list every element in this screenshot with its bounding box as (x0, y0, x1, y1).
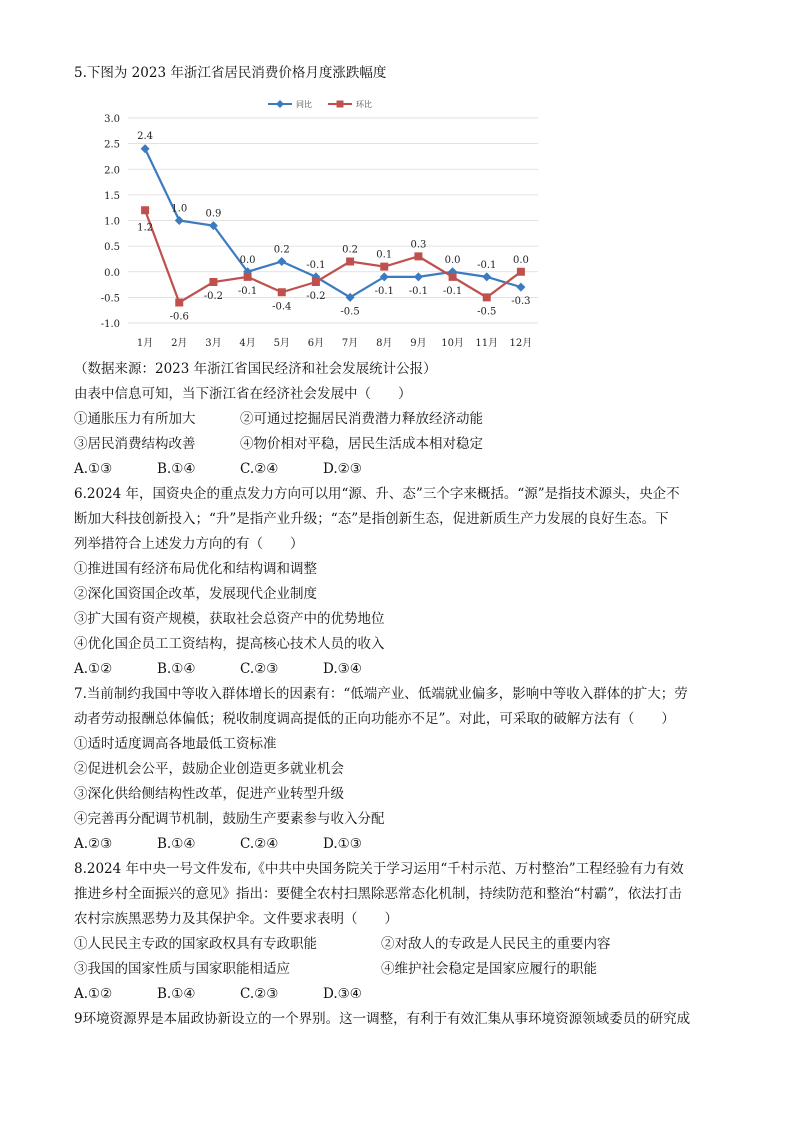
data-label: -0.6 (169, 311, 189, 323)
y-tick-label: 0.0 (104, 267, 120, 279)
data-label: -0.5 (477, 306, 497, 318)
x-tick-label: 2月 (171, 338, 188, 349)
q8-item-4: ④维护社会稳定是国家应履行的职能 (381, 961, 597, 977)
data-point (517, 268, 525, 276)
q8-item-3: ③我国的国家性质与国家职能相适应 (74, 961, 290, 977)
x-tick-label: 10月 (441, 338, 464, 349)
data-label: 1.2 (137, 222, 154, 234)
x-tick-label: 3月 (205, 338, 222, 349)
data-point (277, 257, 286, 266)
data-label: 0.2 (342, 244, 359, 256)
q6-stem-line-2: 断加大科技创新投入；“升”是指产业升级；“态”是指创新生态，促进新质生产力发展的良好生态。下 (74, 511, 669, 527)
q5-choice-a[interactable]: A.①③ (74, 461, 113, 477)
q6-choice-b[interactable]: B.①④ (157, 661, 196, 677)
data-point (449, 273, 457, 281)
q9-stem-line-1: 9环境资源界是本届政协新设立的一个界别。这一调整，有利于有效汇集从事环境资源领域委员的研究成 (74, 1011, 691, 1027)
y-tick-label: 1.0 (104, 216, 120, 228)
legend-marker (337, 101, 344, 108)
q8-choice-d[interactable]: D.③④ (323, 986, 362, 1002)
data-point (175, 299, 183, 307)
data-point (414, 272, 423, 281)
q7-item-1: ①适时适度调高各地最低工资标准 (74, 736, 277, 752)
q6-choice-d[interactable]: D.③④ (323, 661, 362, 677)
y-tick-label: 3.0 (104, 114, 120, 125)
y-tick-label: 2.0 (104, 165, 120, 177)
q8-stem-line-2: 推进乡村全面振兴的意见》指出：要健全农村扫黑除恶常态化机制，持续防范和整治“村霸”，依法打击 (74, 886, 682, 902)
data-label: 1.0 (171, 203, 188, 215)
data-label: 0.2 (273, 244, 290, 256)
x-tick-label: 9月 (410, 338, 427, 349)
data-label: -0.1 (408, 285, 429, 297)
data-point (483, 293, 491, 301)
data-point (244, 273, 252, 281)
q5-choice-d[interactable]: D.②③ (323, 461, 362, 477)
data-point (414, 252, 422, 260)
x-tick-label: 8月 (376, 338, 393, 349)
q5-item-2: ②可通过挖掘居民消费潜力释放经济动能 (240, 411, 483, 427)
q6-choice-c[interactable]: C.②③ (240, 661, 279, 677)
data-point (516, 283, 525, 292)
data-label: -0.1 (374, 285, 394, 297)
x-tick-label: 5月 (273, 338, 290, 349)
q6-item-4: ④优化国企员工工资结构，提高核心技术人员的收入 (74, 636, 385, 652)
q8-choice-c[interactable]: C.②③ (240, 986, 279, 1002)
data-point (380, 263, 388, 271)
data-point (209, 278, 217, 286)
q5-source: （数据来源：2023 年浙江省国民经济和社会发展统计公报） (74, 361, 437, 377)
x-tick-label: 12月 (509, 338, 533, 349)
data-point (175, 216, 184, 225)
data-label: 0.1 (376, 249, 393, 261)
y-tick-label: -1.0 (100, 319, 120, 330)
data-label: 0.0 (512, 254, 529, 266)
data-label: -0.1 (306, 259, 326, 271)
x-tick-label: 7月 (341, 338, 359, 349)
q7-choice-d[interactable]: D.①③ (323, 836, 362, 852)
data-label: 0.9 (205, 208, 222, 220)
q6-item-3: ③扩大国有资产规模，获取社会总资产中的优势地位 (74, 611, 385, 627)
q5-choices (74, 459, 362, 479)
data-label: -0.4 (272, 301, 292, 313)
data-label: 2.4 (137, 130, 154, 142)
q8-choices (74, 984, 362, 1004)
y-tick-label: 0.5 (104, 242, 120, 254)
x-tick-label: 1月 (136, 338, 154, 349)
data-point (312, 278, 320, 286)
series-line (145, 149, 521, 298)
q5-item-1: ①通胀压力有所加大 (74, 411, 196, 427)
cpi-line-chart (88, 95, 548, 350)
q7-choices (74, 834, 362, 854)
y-tick-label: -0.5 (100, 293, 120, 305)
q5-item-4: ④物价相对平稳，居民生活成本相对稳定 (240, 436, 483, 452)
data-label: -0.1 (477, 259, 497, 271)
q5-choice-b[interactable]: B.①④ (157, 461, 196, 477)
data-label: 0.0 (444, 254, 461, 266)
legend-label: 同比 (296, 100, 312, 109)
q5-choice-c[interactable]: C.②④ (240, 461, 279, 477)
legend-marker (276, 100, 284, 108)
x-tick-label: 6月 (307, 338, 325, 349)
q7-stem-line-1: 7.当前制约我国中等收入群体增长的因素有：“低端产业、低端就业偏多，影响中等收入群体的扩大；劳 (74, 686, 688, 702)
data-label: -0.3 (511, 296, 531, 308)
data-label: -0.5 (340, 306, 360, 318)
q8-stem-line-3: 农村宗族黑恶势力及其保护伞。文件要求表明（ ） (74, 911, 398, 927)
data-label: -0.2 (306, 291, 326, 302)
q8-stem-line-1: 8.2024 年中央一号文件发布,《中共中央国务院关于学习运用“千村示范、万村整治”工程经验有力有效 (74, 861, 684, 877)
q7-item-3: ③深化供给侧结构性改革，促进产业转型升级 (74, 786, 344, 802)
q7-item-4: ④完善再分配调节机制，鼓励生产要素参与收入分配 (74, 811, 385, 827)
data-point (278, 288, 286, 296)
q5-item-3: ③居民消费结构改善 (74, 436, 196, 452)
q8-choice-a[interactable]: A.①② (74, 986, 113, 1002)
x-tick-label: 4月 (239, 338, 256, 349)
q5-question: 由表中信息可知，当下浙江省在经济社会发展中（ ） (74, 386, 412, 402)
q7-item-2: ②促进机会公平，鼓励企业创造更多就业机会 (74, 761, 344, 777)
q7-choice-b[interactable]: B.①④ (157, 836, 196, 852)
q5-stem: 5.下图为 2023 年浙江省居民消费价格月度涨跌幅度 (74, 65, 387, 81)
q8-item-1: ①人民民主专政的国家政权具有专政职能 (74, 936, 317, 952)
q7-choice-c[interactable]: C.②④ (240, 836, 279, 852)
data-point (482, 272, 491, 281)
y-tick-label: 1.5 (104, 190, 120, 202)
q7-stem-line-2: 动者劳动报酬总体偏低；税收制度调高提低的正向功能亦不足”。对此，可采取的破解方法有（ ） (74, 711, 675, 727)
q6-item-1: ①推进国有经济布局优化和结构调和调整 (74, 561, 317, 577)
q8-item-2: ②对敌人的专政是人民民主的重要内容 (381, 936, 611, 952)
q6-choices (74, 659, 362, 679)
data-point (141, 206, 149, 214)
q8-choice-b[interactable]: B.①④ (157, 986, 196, 1002)
q6-choice-a[interactable]: A.①② (74, 661, 113, 677)
q6-stem-line-1: 6.2024 年，国资央企的重点发力方向可以用“源、升、态”三个字来概括。“源”是指技术源头，央企不 (74, 486, 680, 502)
data-label: 0.3 (410, 239, 427, 251)
q7-choice-a[interactable]: A.②③ (74, 836, 113, 852)
data-point (346, 258, 354, 266)
data-point (141, 144, 150, 153)
q6-stem-line-3: 列举措符合上述发力方向的有（ ） (74, 536, 304, 552)
data-label: -0.1 (237, 285, 258, 297)
x-tick-label: 11月 (475, 338, 499, 349)
q6-item-2: ②深化国资国企改革，发展现代企业制度 (74, 586, 317, 602)
legend-label: 环比 (356, 100, 372, 109)
data-label: -0.2 (203, 291, 224, 302)
y-tick-label: 2.5 (104, 139, 120, 151)
data-label: -0.1 (442, 285, 463, 297)
data-label: 0.0 (239, 254, 256, 266)
